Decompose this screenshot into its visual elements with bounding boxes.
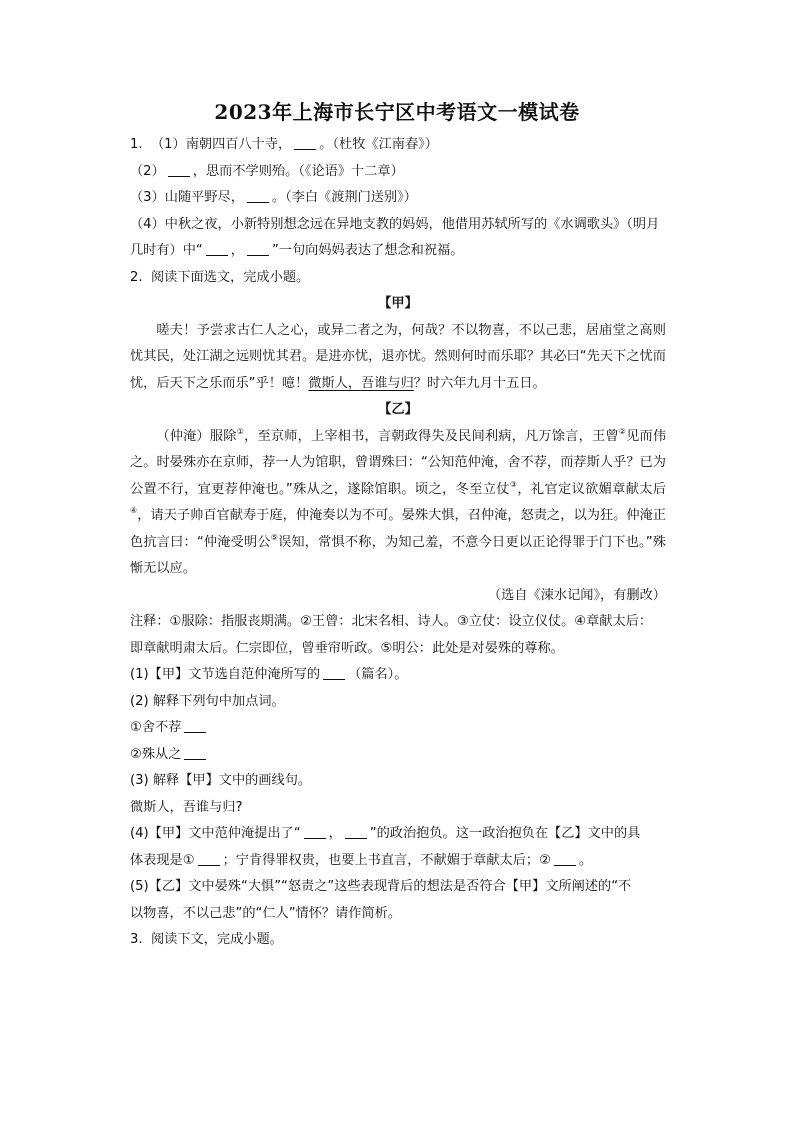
passage-text: ，请天子帅百官献寿于庭，仲淹奏以为不可。晏殊大惧，召仲淹，怒责之，以为狂。仲淹正色抗言曰：“仲淹受明公 — [130, 508, 667, 550]
question-text: 体表现是① — [130, 852, 195, 868]
q1-line-3 — [130, 185, 666, 212]
subquestion-2a — [130, 715, 666, 742]
subquestion-1 — [130, 662, 666, 689]
notes-line-1: 注释：①服除：指服丧期满。②王曾：北宋名相、诗人。③立仗：设立仪仗。④章献太后： — [130, 614, 653, 629]
question-text: （篇名）。 — [348, 667, 408, 682]
subquestion-5-line-1: (5)【乙】文中晏殊“大惧”“怒责之”这些表现背后的想法是否符合【甲】文所阐述的“不 — [130, 879, 632, 894]
underlined-sentence: 微斯人，吾谁与归 — [308, 375, 414, 391]
passage-text: ，礼官定议欲媚章献太后 — [517, 481, 667, 497]
q1-text: ”一句向妈妈表达了想念和祝福。 — [271, 243, 464, 258]
answer-blank[interactable] — [247, 188, 269, 203]
passage-text: （仲淹）服除 — [156, 428, 237, 444]
answer-blank[interactable] — [304, 824, 326, 839]
passage-source: （选自《涑水记闻》，有删改） — [487, 587, 666, 603]
answer-blank[interactable] — [294, 135, 316, 150]
question-text: (4)【甲】文中范仲淹提出了“ — [130, 826, 301, 841]
answer-blank[interactable] — [323, 665, 345, 680]
question-text: (1)【甲】文节选自范仲淹所写的 — [130, 667, 321, 682]
question-text: ；宁肯得罪权贵，也要上书直言，不献媚于章献太后；② — [222, 852, 551, 868]
question-text: 。 — [578, 852, 593, 868]
passage-text: 嗟夫！予尝求古仁人之心，或异二者之为，何哉？不以物喜，不以己悲，居庙堂之高则忧其民，处江湖之远则忧其君。是进亦忧，退亦忧。然则何时而乐耶？其必曰“先天下之忧而忧，后天下之乐而乐”乎！噫！ — [130, 322, 666, 391]
q1-line-2 — [130, 159, 666, 186]
passage-text: 误知，常惧不称，为知己羞，不意今日更以正论得罪于门下也。”殊惭无以应。 — [130, 534, 666, 576]
answer-blank[interactable] — [168, 162, 190, 177]
q2-intro: 2. 阅读下面选文，完成小题。 — [130, 269, 310, 285]
answer-blank[interactable] — [198, 851, 220, 866]
answer-blank[interactable] — [554, 851, 576, 866]
passage-text: ？时六年九月十五日。 — [413, 375, 546, 391]
q1-text: ， — [230, 243, 244, 258]
subquestion-4-cont — [130, 848, 666, 875]
footnote-mark: ① — [236, 426, 245, 436]
footnote-mark: ② — [618, 426, 627, 436]
q1-line-4: （4）中秋之夜，小新特别想念远在异地支教的妈妈，他借用苏轼所写的《水调歌头》（明月 — [130, 216, 660, 232]
exam-content — [130, 132, 666, 954]
subquestion-2: (2) 解释下列句中加点词。 — [130, 693, 285, 709]
question-text: ①舍不荐 — [130, 720, 182, 735]
q1-text: 。（杜牧《江南春》） — [319, 137, 438, 152]
q3-intro: 3. 阅读下文，完成小题。 — [130, 932, 283, 947]
subquestion-2b — [130, 742, 666, 769]
passage-jia — [130, 318, 666, 398]
subquestion-5-line-2: 以物喜，不以己悲”的“仁人”情怀？请作简析。 — [130, 905, 402, 921]
subquestion-3-sentence: 微斯人，吾谁与归? — [130, 799, 243, 815]
notes-line-2: 即章献明肃太后。仁宗即位，曾垂帘听政。⑤明公：此处是对晏殊的尊称。 — [130, 640, 564, 656]
page-title: 2023年上海市长宁区中考语文一模试卷 — [214, 100, 580, 124]
passage-yi — [130, 424, 666, 583]
q1-text: 。（李白《渡荆门送别》） — [271, 190, 417, 205]
subquestion-4 — [130, 821, 666, 848]
q1-text: （2） — [130, 163, 165, 179]
answer-blank[interactable] — [206, 241, 228, 256]
answer-blank[interactable] — [184, 745, 206, 760]
q1-text: ，思而不学则殆。（《论语》十二章） — [192, 163, 404, 179]
passage-text: ，至京师，上宰相书，言朝政得失及民间利病，凡万馀言，王曾 — [244, 428, 619, 444]
answer-blank[interactable] — [345, 824, 367, 839]
passage-text: 见而伟之。时晏殊亦在京师，荐一人为馆职，曾谓殊曰：“公知范仲淹，舍不荐，而荐斯人乎？已为公置不行，宜更荐仲淹也。”殊从之，遂除馆职。顷之，冬至立仗 — [130, 428, 667, 497]
footnote-mark: ③ — [509, 479, 518, 489]
passage-jia-heading: 【甲】 — [378, 296, 418, 311]
q1-line-1 — [130, 132, 666, 159]
footnote-mark: ④ — [130, 506, 138, 515]
question-text: ②殊从之 — [130, 746, 182, 762]
answer-blank[interactable] — [247, 241, 269, 256]
q1-line-5 — [130, 238, 666, 265]
footnote-mark: ⑤ — [270, 532, 279, 542]
q1-text: 1. （1）南朝四百八十寺， — [130, 137, 292, 152]
q1-text: （3）山随平野尽， — [130, 190, 244, 205]
question-text: ”的政治抱负。这一政治抱负在【乙】文中的具 — [369, 826, 641, 841]
passage-yi-heading: 【乙】 — [378, 402, 418, 417]
subquestion-3: (3) 解释【甲】文中的画线句。 — [130, 773, 312, 788]
q1-text: 几时有）中“ — [130, 243, 203, 258]
answer-blank[interactable] — [184, 718, 206, 733]
question-text: ， — [328, 826, 342, 841]
